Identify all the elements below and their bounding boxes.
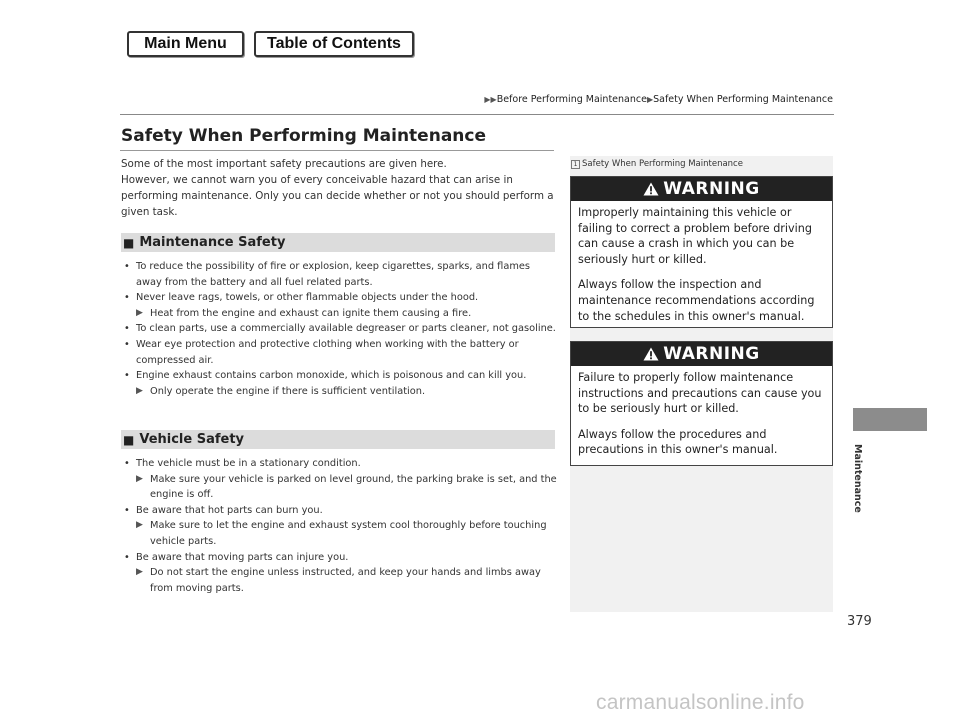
reference-icon: 1 [571, 160, 580, 169]
list-item-text: Never leave rags, towels, or other flammable objects under the hood. [136, 292, 479, 304]
warning-heading: WARNING [663, 344, 760, 364]
section-heading-vehicle-safety [121, 430, 555, 449]
list-item [121, 321, 557, 337]
intro-line-2: However, we cannot warn you of every conceivable hazard that can arise in performing maintenance. Only you can decide whether or not you should perform a given task. [121, 174, 554, 218]
warning-body [571, 366, 832, 458]
table-of-contents-button[interactable]: Table of Contents [254, 31, 414, 57]
warning-header [571, 177, 832, 201]
list-item [121, 290, 557, 306]
bullet-icon: • [124, 504, 130, 516]
list-subitem [121, 306, 557, 322]
arrow-icon: ▶ [136, 473, 143, 484]
chapter-tab[interactable] [853, 408, 927, 431]
bullet-icon: • [124, 551, 130, 563]
arrow-icon: ▶ [136, 520, 143, 531]
list-subitem-text: Do not start the engine unless instructed, and keep your hands and limbs away from moving parts. [150, 567, 541, 594]
section-heading-label: Maintenance Safety [139, 235, 286, 250]
page-number: 379 [847, 614, 872, 629]
warning-triangle-icon [643, 182, 659, 196]
warning-body [571, 201, 832, 324]
page-title: Safety When Performing Maintenance [121, 126, 486, 146]
watermark: carmanualsonline.info [596, 691, 805, 714]
chapter-tab-text: Maintenance [852, 444, 863, 513]
breadcrumb [484, 94, 833, 105]
warning-paragraph: Improperly maintaining this vehicle or failing to correct a problem before driving can cause a crash in which you can be seriously hurt or killed. [578, 206, 812, 266]
bullet-icon: • [124, 323, 130, 335]
warning-paragraph: Failure to properly follow maintenance instructions and precautions can cause you to be seriously hurt or killed. [578, 371, 822, 416]
header-divider [120, 114, 834, 115]
breadcrumb-item-before-maintenance[interactable]: Before Performing Maintenance [496, 94, 647, 105]
list-item-text: To clean parts, use a commercially available degreaser or parts cleaner, not gasoline. [136, 323, 556, 335]
list-item [121, 503, 557, 519]
list-item-text: Wear eye protection and protective clothing when working with the battery or compressed air. [136, 338, 519, 366]
bullet-icon: • [124, 261, 130, 272]
list-item [121, 456, 557, 472]
warning-box [570, 176, 833, 328]
list-item [121, 337, 557, 368]
intro-text [121, 156, 557, 220]
breadcrumb-arrow-icon: ▶ [646, 95, 654, 104]
bullet-icon: • [124, 292, 130, 304]
list-item [121, 259, 557, 290]
warning-header [571, 342, 832, 366]
arrow-icon: ▶ [136, 567, 143, 578]
section-heading-maintenance-safety [121, 233, 555, 252]
list-subitem [121, 565, 557, 596]
bullet-icon: • [124, 338, 130, 350]
warning-paragraph: Always follow the procedures and precautions in this owner's manual. [578, 427, 778, 457]
arrow-icon: ▶ [136, 307, 143, 318]
sidebar-title-label: Safety When Performing Maintenance [582, 159, 743, 169]
breadcrumb-item-safety[interactable]: Safety When Performing Maintenance [653, 94, 833, 105]
warning-box [570, 341, 833, 466]
list-item-text: Engine exhaust contains carbon monoxide, which is poisonous and can kill you. [136, 370, 527, 382]
list-item-text: To reduce the possibility of fire or explosion, keep cigarettes, sparks, and flames away from the battery and all fuel related parts. [136, 261, 531, 288]
list-item-text: Be aware that moving parts can injure you. [136, 551, 349, 563]
warning-heading: WARNING [663, 179, 760, 199]
sidebar-title [571, 159, 743, 169]
section-heading-label: Vehicle Safety [139, 432, 245, 447]
vehicle-safety-list [121, 456, 557, 596]
list-item-text: The vehicle must be in a stationary condition. [136, 458, 361, 469]
maintenance-safety-list [121, 259, 557, 399]
list-subitem [121, 384, 557, 400]
square-bullet-icon: ■ [123, 235, 135, 250]
list-subitem [121, 518, 557, 549]
main-menu-button[interactable]: Main Menu [127, 31, 244, 57]
list-subitem-text: Make sure to let the engine and exhaust system cool thoroughly before touching vehicle parts. [150, 520, 547, 547]
warning-triangle-icon [643, 347, 659, 361]
arrow-icon: ▶ [136, 385, 143, 396]
bullet-icon: • [124, 370, 130, 382]
intro-line-1: Some of the most important safety precautions are given here. [121, 158, 447, 170]
square-bullet-icon: ■ [123, 432, 135, 447]
breadcrumb-arrow-icon: ▶▶ [484, 95, 497, 104]
list-subitem [121, 472, 557, 503]
list-item [121, 550, 557, 566]
list-subitem-text: Make sure your vehicle is parked on level ground, the parking brake is set, and the engine is off. [150, 473, 557, 501]
list-subitem-text: Heat from the engine and exhaust can ignite them causing a fire. [150, 307, 472, 319]
list-subitem-text: Only operate the engine if there is sufficient ventilation. [150, 385, 426, 397]
warning-paragraph: Always follow the inspection and maintenance recommendations according to the schedules in this owner's manual. [578, 278, 815, 323]
list-item [121, 368, 557, 384]
bullet-icon: • [124, 458, 130, 469]
title-divider [120, 150, 554, 151]
list-item-text: Be aware that hot parts can burn you. [136, 504, 323, 516]
